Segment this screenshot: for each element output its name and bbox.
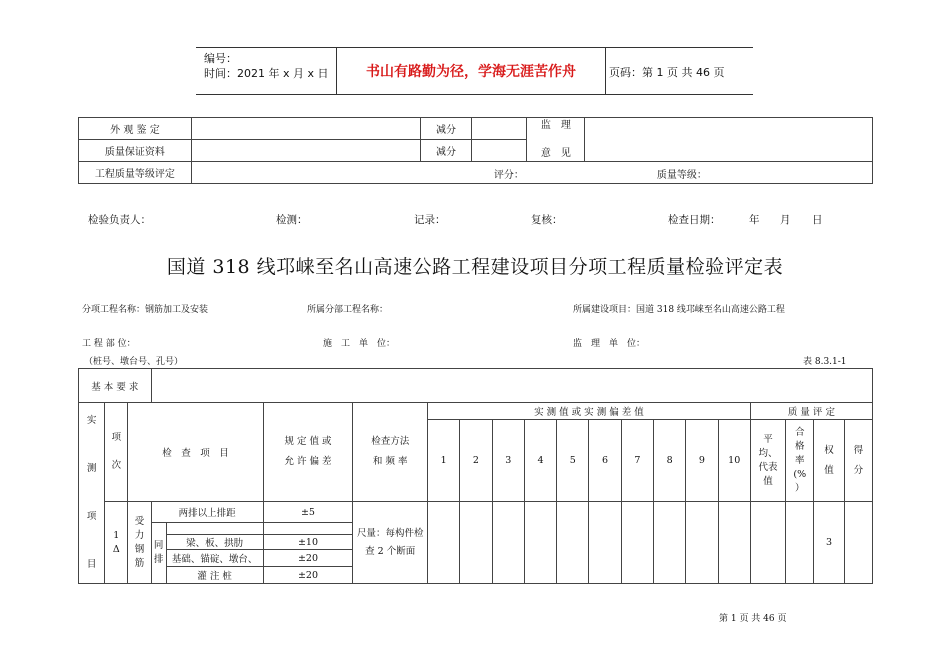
item-beam-slab: 梁、板、拱肋 [166,535,263,550]
grade-eval-value[interactable] [191,162,872,184]
tester-label: 检测： [276,214,308,226]
tolerance-row-spacing: ±5 [263,502,353,523]
column-number-2: 2 [460,420,492,502]
tolerance-bored-pile: ±20 [263,567,353,584]
construction-project-label: 所属建设项目：国道 318 线邛崃至名山高速公路工程 [573,305,785,315]
column-number-4: 4 [524,420,556,502]
division-label: 所属分部工程名称： [307,305,389,315]
item-row-spacing: 两排以上排距 [151,502,263,523]
page-title: 国道 318 线邛崃至名山高速公路工程建设项目分项工程质量检验评定表 [166,256,784,278]
sub-project-label: 分项工程名称：钢筋加工及安装 [82,305,209,315]
time-label: 时间：2021 年 x 月 x 日 [204,67,329,80]
appearance-deduct-label: 减分 [420,118,472,140]
page-number: 页码：第 1 页 共 46 页 [609,66,725,79]
header-divider-left [336,47,337,95]
score-value[interactable] [844,502,872,584]
footer-page-number: 第 1 页 共 46 页 [719,614,787,624]
item-foundation: 基础、锚碇、墩台、 [166,550,263,567]
method-text: 尺量：每构件检 查 2 个断面 [353,502,428,584]
measured-cell-1-10[interactable] [718,502,750,584]
measured-cell-1-5[interactable] [557,502,589,584]
check-item-header: 检 查 项 目 [128,403,263,502]
basic-requirement-label: 基 本 要 求 [79,369,152,403]
average-header: 平 均、 代表 值 [750,420,785,502]
weight-value: 3 [814,502,844,584]
inspection-table [78,368,873,584]
rebar-label: 受 力 钢 筋 [128,502,151,584]
quality-eval-header: 质 量 评 定 [750,403,872,420]
pass-rate-value[interactable] [786,502,814,584]
inspector-label: 检验负责人： [88,214,151,226]
tolerance-foundation: ±20 [263,550,353,567]
column-number-8: 8 [654,420,686,502]
row-index: 1 Δ [105,502,128,584]
pass-rate-header: 合 格 率 (% ） [786,420,814,502]
spec-header: 规 定 值 或 允 许 偏 差 [263,403,353,502]
item-number-header: 项 次 [105,403,128,502]
pile-label: （桩号、墩台号、孔号） [84,357,184,367]
location-label: 工 程 部 位： [82,339,136,349]
column-number-9: 9 [686,420,718,502]
quality-docs-label: 质量保证资料 [79,140,192,162]
measured-cell-1-9[interactable] [686,502,718,584]
column-number-1: 1 [428,420,460,502]
measured-cell-1-4[interactable] [524,502,556,584]
table-number: 表 8.3.1-1 [803,357,847,367]
appearance-label: 外 观 鉴 定 [79,118,192,140]
reviewer-label: 复核： [531,214,563,226]
year-label: 年 [749,214,760,226]
measured-items-side-label: 实 测 项 目 [79,403,105,584]
tolerance-beam-slab: ±10 [263,535,353,550]
quality-docs-deduct-value[interactable] [472,140,527,162]
same-row-label: 同 排 [151,523,166,584]
column-number-3: 3 [492,420,524,502]
slogan: 书山有路勤为径，学海无涯苦作舟 [366,64,576,80]
column-number-10: 10 [718,420,750,502]
supervision-label: 监 理 意 见 [527,118,585,162]
measured-cell-1-8[interactable] [654,502,686,584]
document-header [196,47,753,94]
appearance-value[interactable] [191,118,420,140]
header-bottom-rule [196,94,753,95]
header-left [204,51,329,81]
measured-cell-1-7[interactable] [621,502,653,584]
column-number-5: 5 [557,420,589,502]
average-value[interactable] [750,502,785,584]
column-number-7: 7 [621,420,653,502]
date-label: 检查日期： [668,214,721,226]
grade-eval-label: 工程质量等级评定 [79,162,192,184]
header-top-rule [196,47,753,48]
quality-grade-label: 质量等级： [656,170,707,181]
measured-cell-1-2[interactable] [460,502,492,584]
score-header: 得 分 [844,420,872,502]
quality-docs-value[interactable] [191,140,420,162]
measured-cell-1-6[interactable] [589,502,621,584]
measured-cell-1-1[interactable] [428,502,460,584]
header-divider-right [605,47,606,95]
quality-docs-deduct-label: 减分 [420,140,472,162]
weight-header: 权 值 [814,420,844,502]
day-label: 日 [812,214,823,226]
column-number-6: 6 [589,420,621,502]
measured-cell-1-3[interactable] [492,502,524,584]
supervision-unit-label: 监 理 单 位： [573,339,646,349]
item-bored-pile: 灌 注 桩 [166,567,263,584]
measured-values-header: 实 测 值 或 实 测 偏 差 值 [428,403,751,420]
score-label: 评分： [493,170,524,181]
appearance-table [78,117,873,184]
month-label: 月 [780,214,791,226]
construction-unit-label: 施 工 单 位： [323,339,396,349]
basic-requirement-value[interactable] [151,369,872,403]
supervision-opinion[interactable] [585,118,873,162]
appearance-deduct-value[interactable] [472,118,527,140]
method-header: 检查方法 和 频 率 [353,403,428,502]
code-label: 编号： [204,52,237,65]
recorder-label: 记录： [414,214,446,226]
